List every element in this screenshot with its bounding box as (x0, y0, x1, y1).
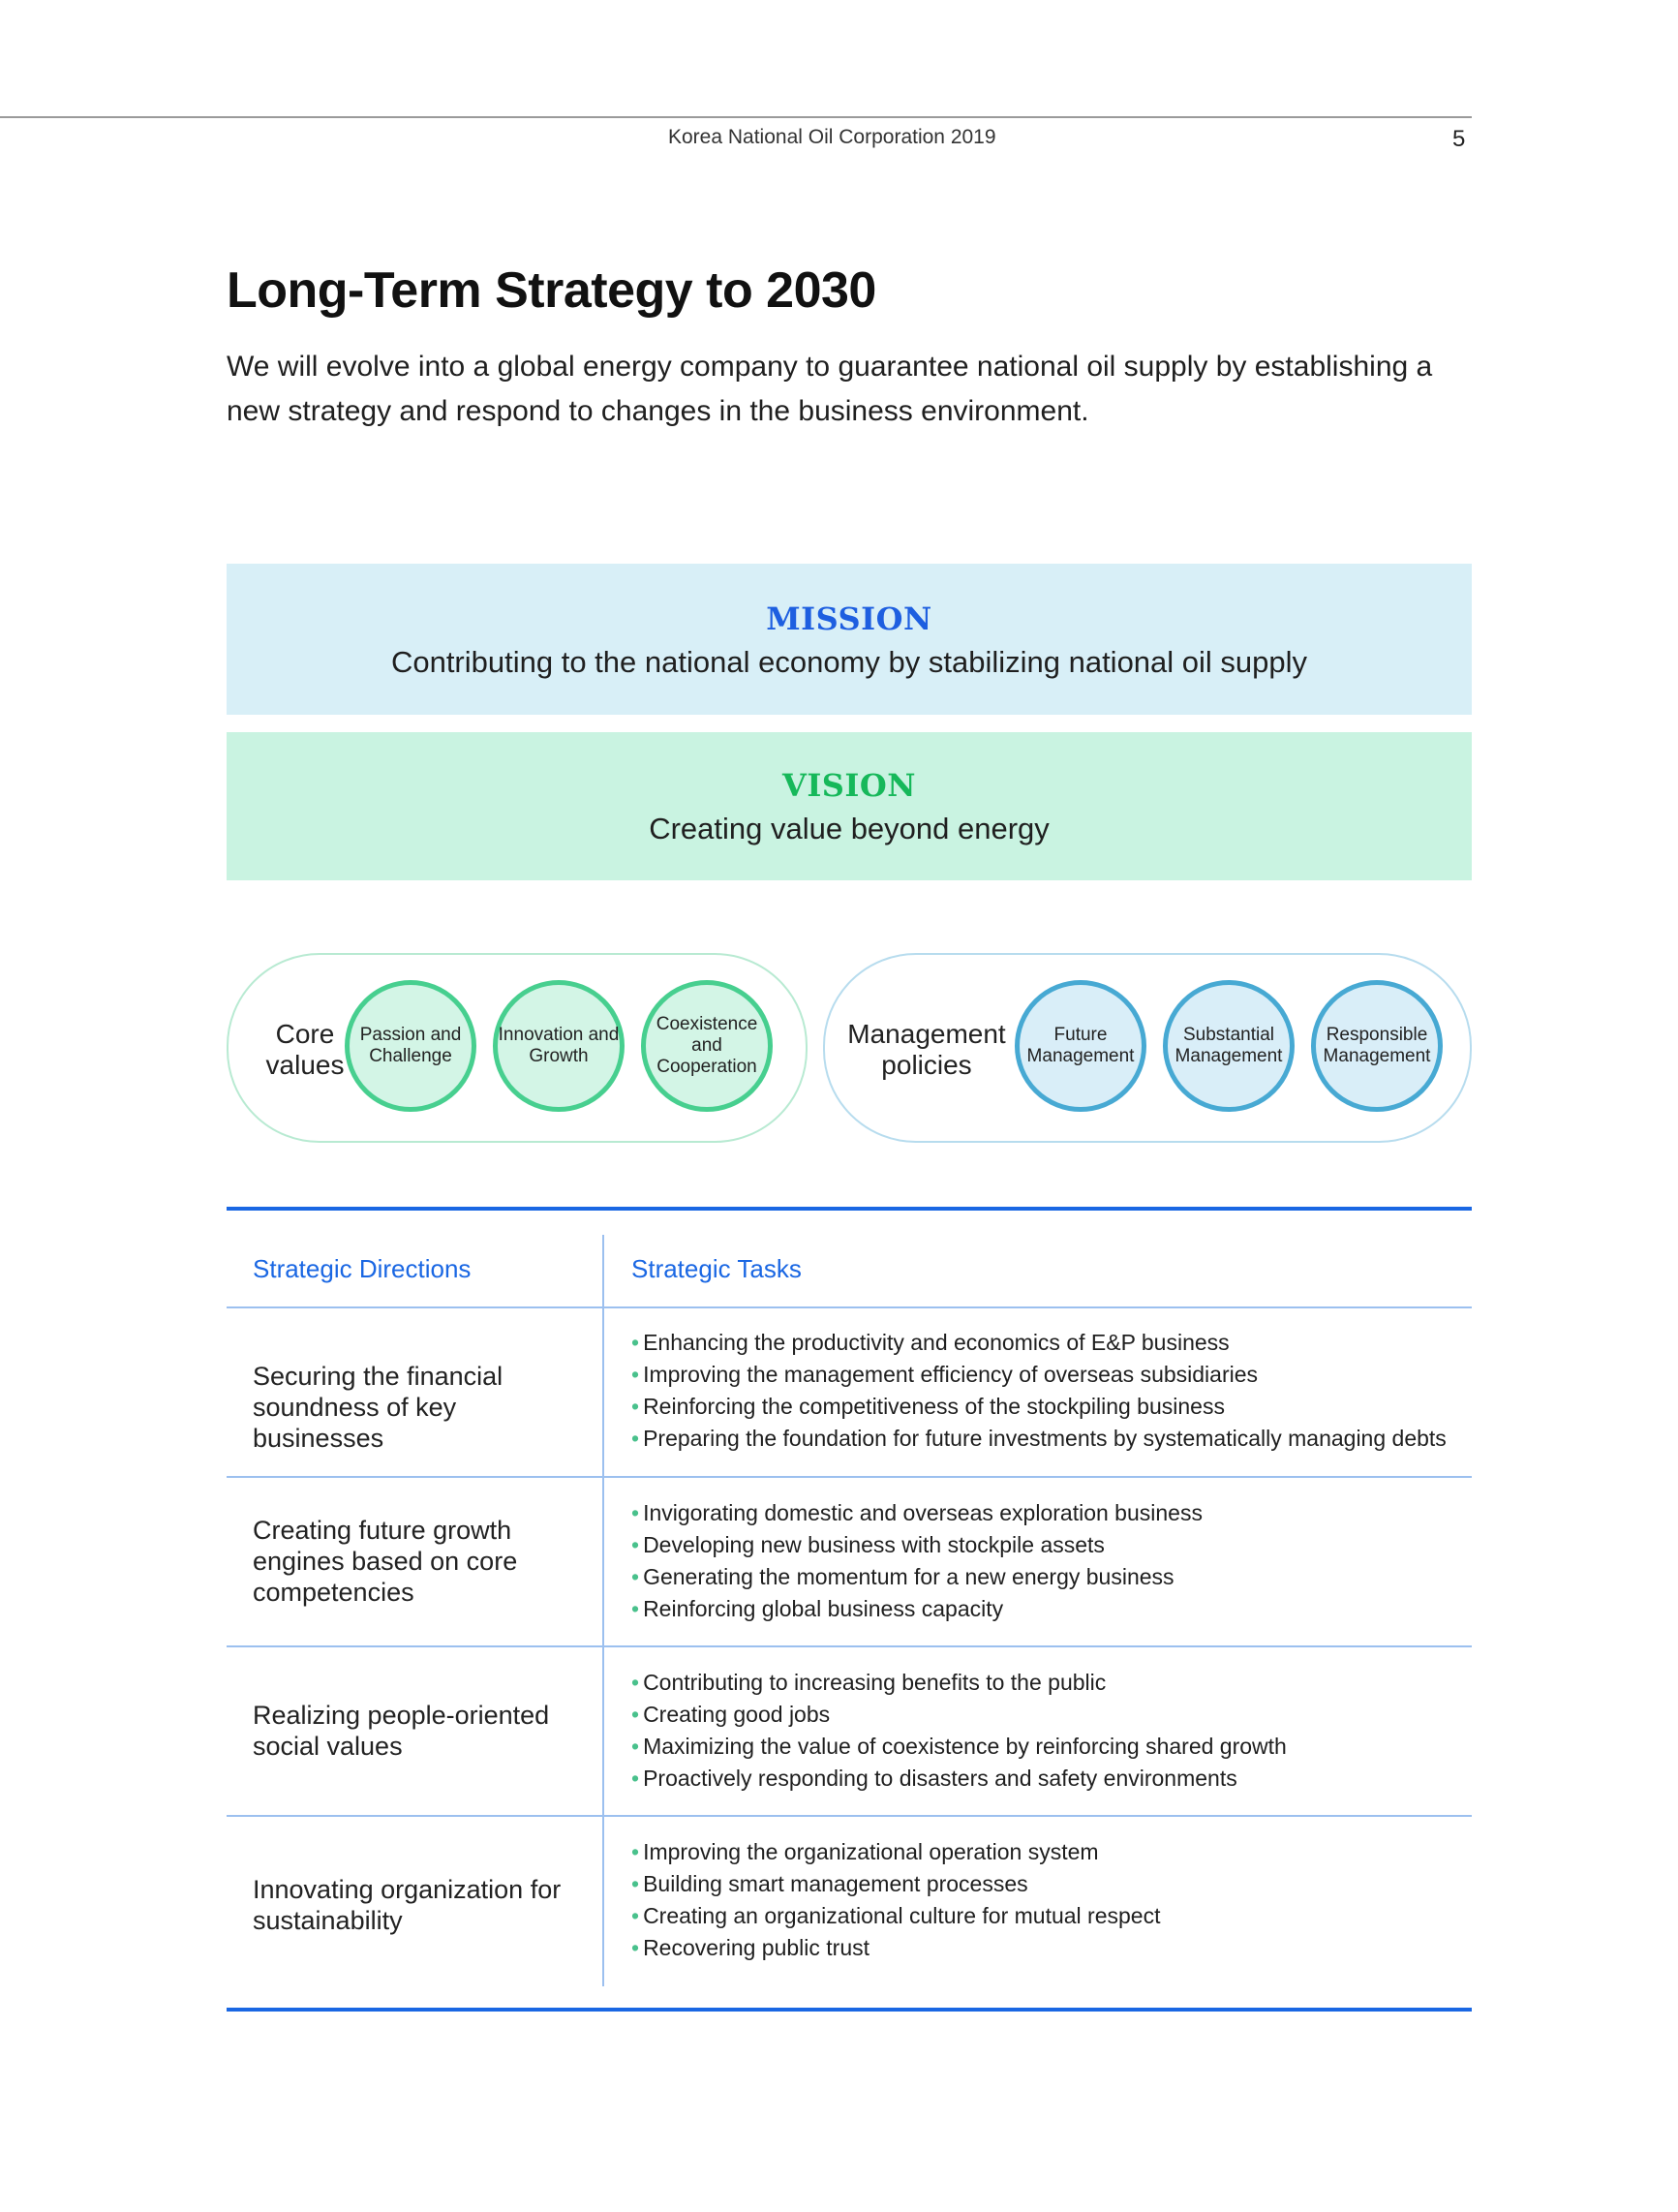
table-bottom-rule (227, 2008, 1472, 2012)
page-number: 5 (1452, 126, 1466, 152)
task-item: • Building smart management processes (631, 1868, 1464, 1900)
task-item: • Invigorating domestic and overseas exploration business (631, 1497, 1464, 1529)
vision-band (227, 732, 1472, 880)
policy-substantial-management: Substantial Management (1163, 980, 1295, 1112)
tasks-growth-engines (631, 1497, 1464, 1625)
task-item: • Maximizing the value of coexistence by reinforcing shared growth (631, 1731, 1464, 1763)
mission-band (227, 564, 1472, 715)
table-column-divider (602, 1235, 604, 1986)
task-item: • Contributing to increasing benefits to the public (631, 1667, 1464, 1699)
direction-financial-soundness: Securing the financial soundness of key businesses (253, 1362, 503, 1453)
task-item: • Reinforcing the competitiveness of the stockpiling business (631, 1391, 1464, 1423)
tasks-organization-innovation (631, 1836, 1464, 1964)
task-item: • Preparing the foundation for future investments by systematically managing debts (631, 1423, 1464, 1455)
core-value-innovation-growth: Innovation and Growth (493, 980, 625, 1112)
table-row-divider (227, 1476, 1472, 1478)
direction-organization-innovation: Innovating organization for sustainability (253, 1875, 562, 1935)
task-item: • Generating the momentum for a new energy business (631, 1561, 1464, 1593)
vision-label: VISION (782, 767, 916, 804)
policy-future-management: Future Management (1015, 980, 1146, 1112)
tasks-social-values (631, 1667, 1464, 1795)
core-values-label: Core values (265, 1019, 345, 1080)
core-value-passion-challenge: Passion and Challenge (345, 980, 476, 1112)
table-row-divider (227, 1306, 1472, 1308)
header-rule (0, 116, 1472, 118)
table-row-divider (227, 1815, 1472, 1817)
mission-label: MISSION (766, 600, 932, 637)
task-item: • Creating good jobs (631, 1699, 1464, 1731)
task-item: • Developing new business with stockpile assets (631, 1529, 1464, 1561)
management-policies-label: Management policies (847, 1019, 1006, 1080)
core-values-group (227, 953, 808, 1143)
management-policies-group (823, 953, 1472, 1143)
direction-social-values: Realizing people-oriented social values (253, 1701, 550, 1761)
direction-growth-engines: Creating future growth engines based on core competencies (253, 1516, 518, 1607)
task-item: • Proactively responding to disasters and safety environments (631, 1763, 1464, 1795)
tasks-financial-soundness (631, 1327, 1464, 1455)
header-strategic-tasks: Strategic Tasks (631, 1254, 802, 1283)
intro-paragraph: We will evolve into a global energy company to guarantee national oil supply by establishing a new strategy and respond to changes in the business environment. (227, 351, 1433, 427)
table-top-rule (227, 1207, 1472, 1211)
header-strategic-directions: Strategic Directions (253, 1254, 472, 1283)
page-title: Long-Term Strategy to 2030 (227, 262, 876, 319)
task-item: • Recovering public trust (631, 1932, 1464, 1964)
vision-text: Creating value beyond energy (649, 812, 1050, 845)
policy-responsible-management: Responsible Management (1311, 980, 1443, 1112)
task-item: • Enhancing the productivity and economics of E&P business (631, 1327, 1464, 1359)
task-item: • Creating an organizational culture for mutual respect (631, 1900, 1464, 1932)
publication-name: Korea National Oil Corporation 2019 (668, 126, 996, 148)
mission-text: Contributing to the national economy by stabilizing national oil supply (390, 645, 1308, 679)
task-item: • Improving the management efficiency of overseas subsidiaries (631, 1359, 1464, 1391)
table-row-divider (227, 1645, 1472, 1647)
core-value-coexistence-cooperation: Coexistence and Cooperation (641, 980, 773, 1112)
task-item: • Improving the organizational operation system (631, 1836, 1464, 1868)
task-item: • Reinforcing global business capacity (631, 1593, 1464, 1625)
